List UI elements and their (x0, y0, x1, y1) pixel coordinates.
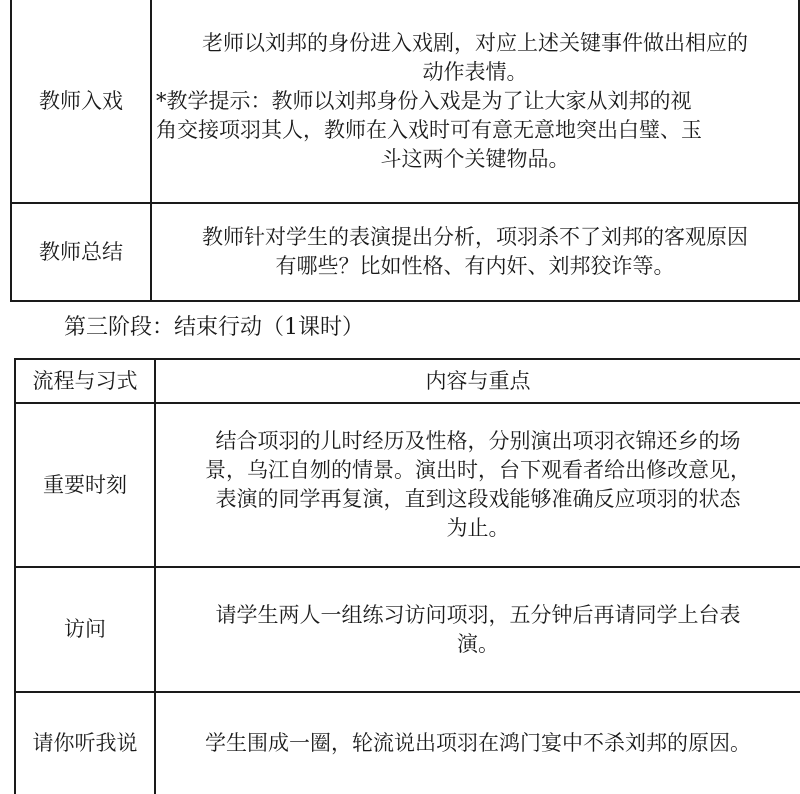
row-content (151, 203, 799, 301)
content-line: 老师以刘邦的身份进入戏剧，对应上述关键事件做出相应的 (202, 30, 748, 55)
content-line: 有哪些？比如性格、有内奸、刘邦狡诈等。 (275, 254, 675, 278)
row-label: 请你听我说 (15, 692, 155, 794)
content-line: 请学生两人一组练习访问项羽，五分钟后再请同学上台表 (215, 602, 741, 627)
row-content (155, 567, 800, 692)
content-line: 表演的同学再复演，直到这段戏能够准确反应项羽的状态 (215, 487, 741, 511)
column-header-process: 流程与习式 (15, 359, 155, 403)
content-line: 学生围成一圈，轮流说出项羽在鸿门宴中不杀刘邦的原因。 (205, 731, 751, 755)
table-row (15, 692, 800, 794)
content-line: 教师针对学生的表演提出分析，项羽杀不了刘邦的客观原因 (202, 225, 748, 249)
stage-title: 第三阶段：结束行动（1课时） (64, 315, 364, 340)
row-content (155, 403, 800, 567)
content-line: 角交接项羽其人，教师在入戏时可有意无意地突出白璧、玉 (156, 117, 702, 142)
content-line: 景，乌江自刎的情景。演出时，台下观看者给出修改意见， (205, 458, 751, 482)
table-header-row (15, 359, 800, 403)
activity-table-stage2 (10, 0, 800, 302)
table-row (11, 0, 799, 203)
table-row (15, 403, 800, 567)
row-label: 重要时刻 (15, 403, 155, 567)
row-content (155, 692, 800, 794)
row-content (151, 0, 799, 203)
column-header-content: 内容与重点 (155, 359, 800, 403)
table-row (11, 203, 799, 301)
row-label: 访问 (15, 567, 155, 692)
content-line: *教学提示：教师以刘邦身份入戏是为了让大家从刘邦的视 (156, 88, 692, 113)
row-label: 教师入戏 (11, 0, 151, 203)
content-line: 结合项羽的儿时经历及性格，分别演出项羽衣锦还乡的场 (215, 429, 741, 453)
content-line: 为止。 (446, 516, 510, 540)
content-line: 演。 (457, 631, 499, 656)
activity-table-stage3 (14, 358, 800, 794)
content-line: 动作表情。 (422, 59, 528, 84)
row-label: 教师总结 (11, 203, 151, 301)
content-line: 斗这两个关键物品。 (380, 146, 570, 171)
table-row (15, 567, 800, 692)
